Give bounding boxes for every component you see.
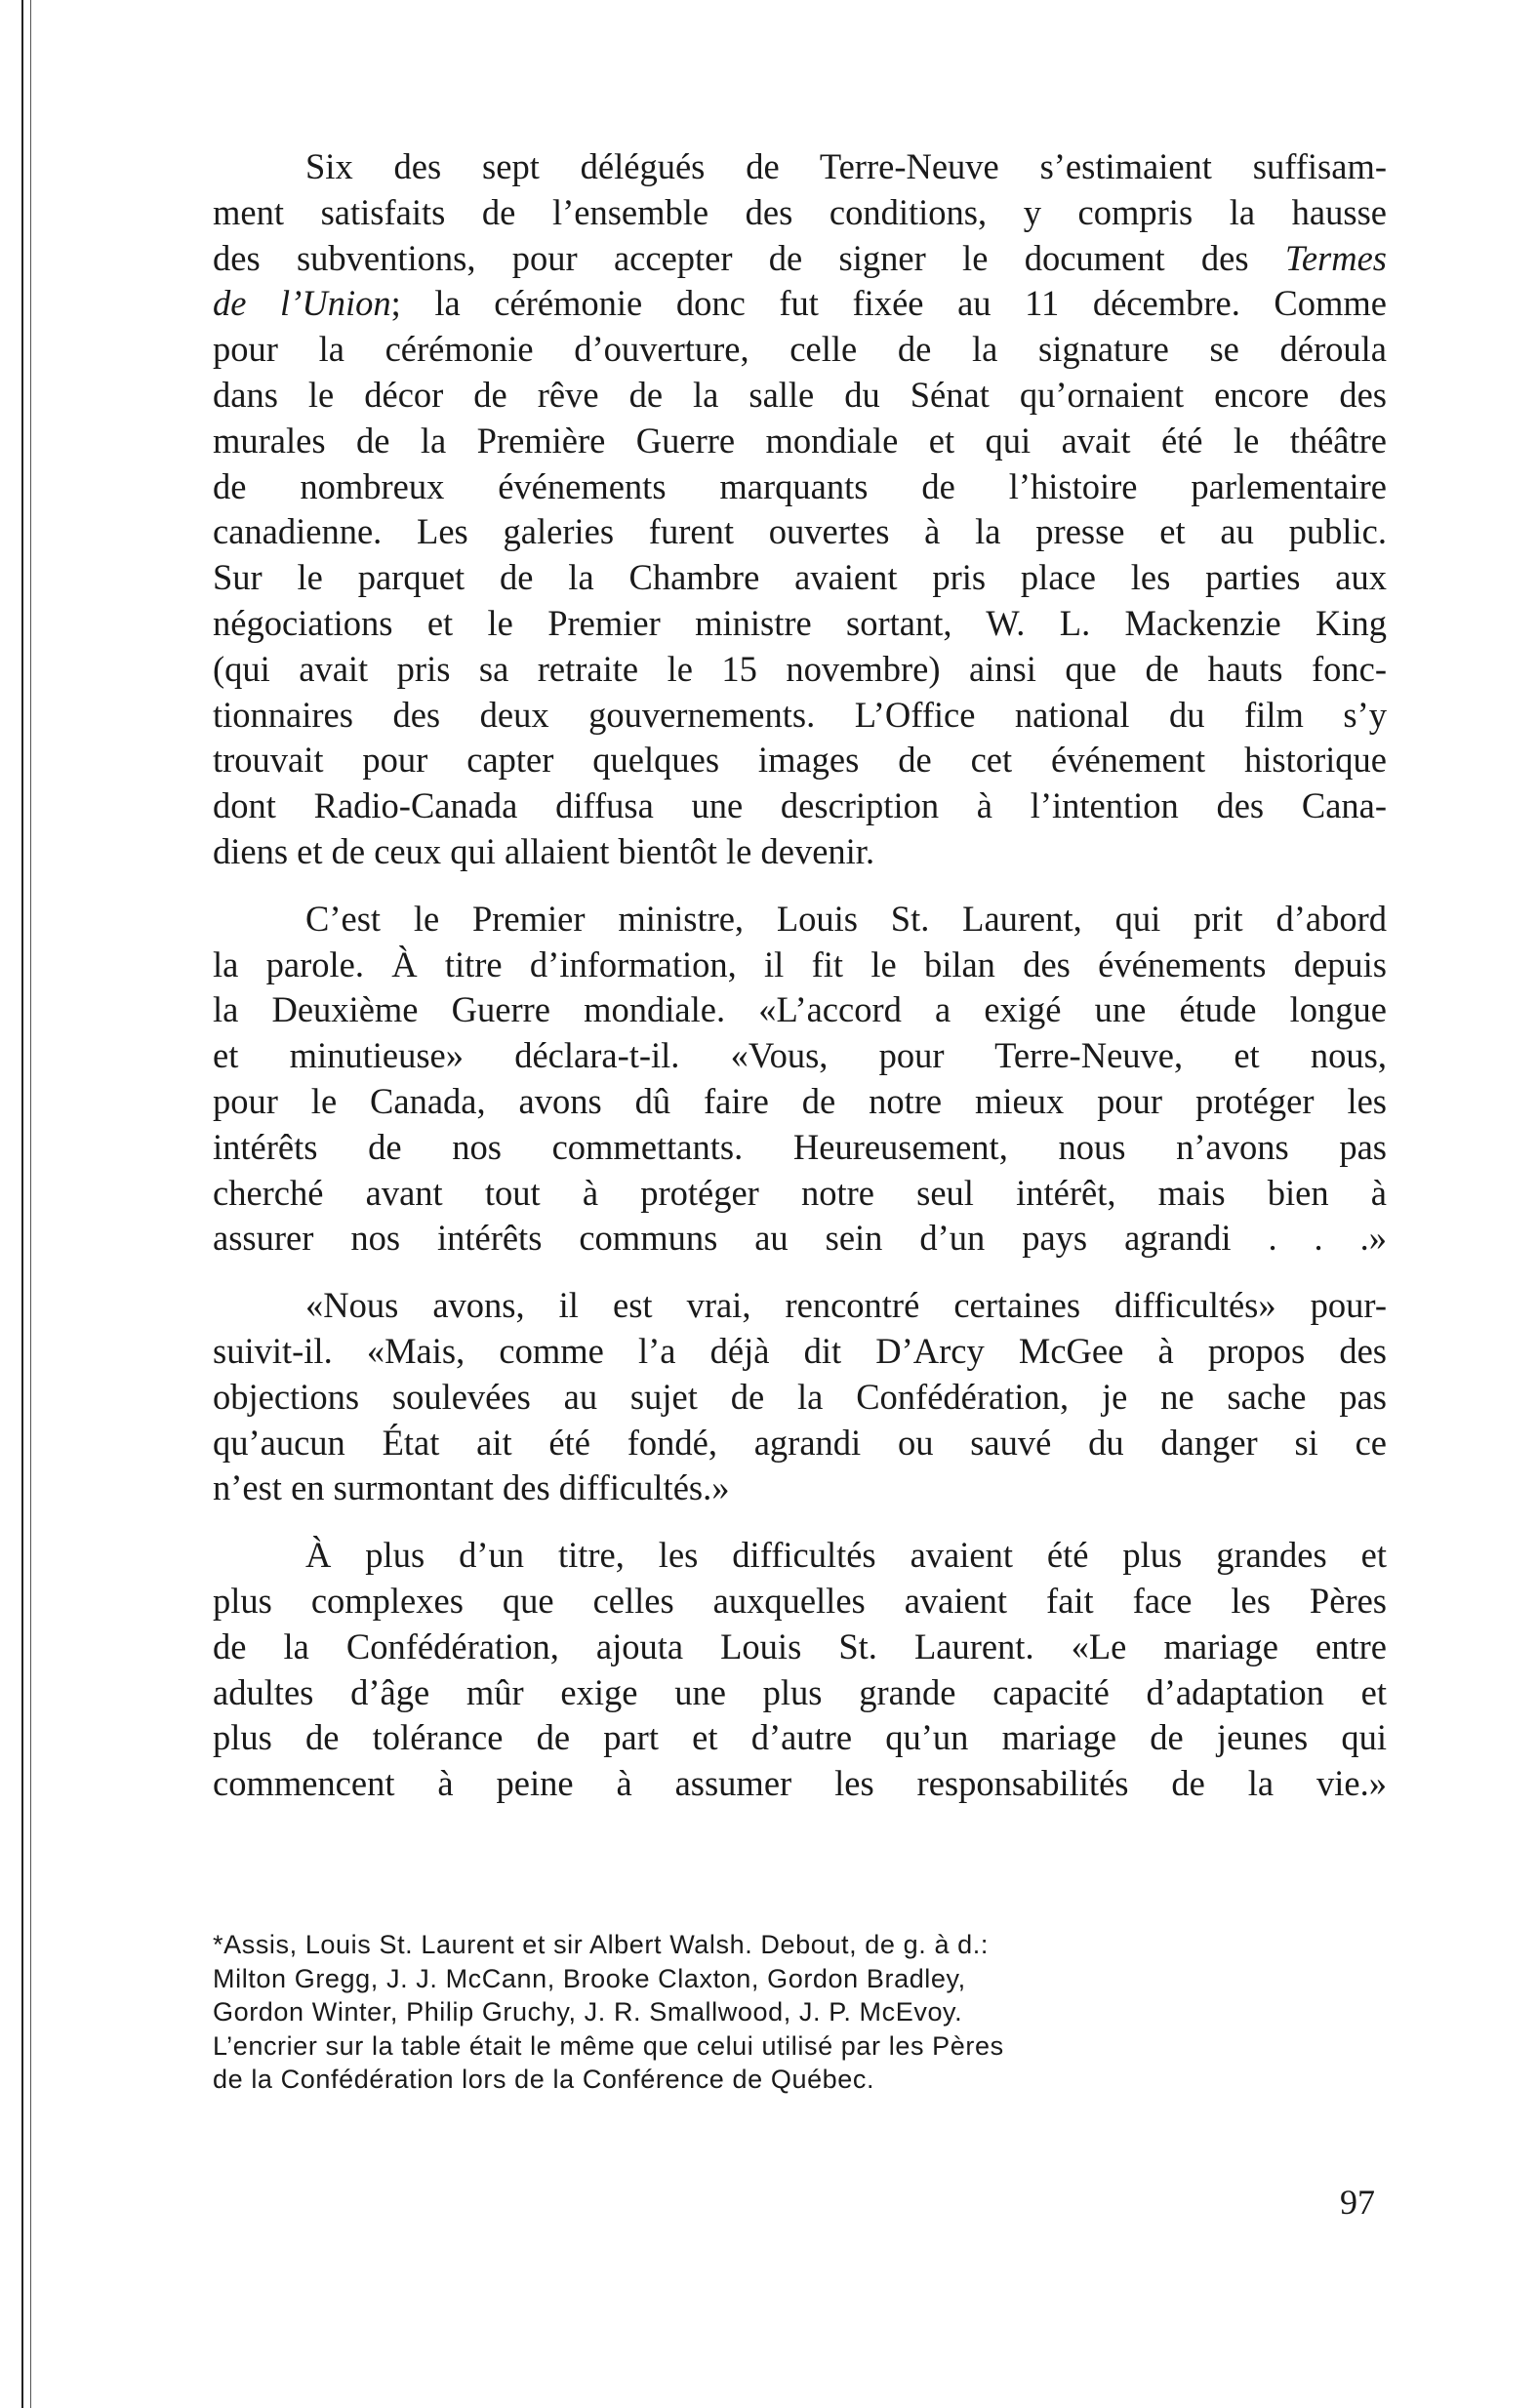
text-line: suivit-il. «Mais, comme l’a déjà dit D’Arcy McGee à propos des <box>213 1330 1387 1371</box>
text-line: de l’Union; la cérémonie donc fut fixée au 11 décembre. Comme <box>213 283 1387 324</box>
binding-edge-line <box>30 0 31 2408</box>
text-line: objections soulevées au sujet de la Confédération, je ne sache pas <box>213 1376 1387 1417</box>
text-line: plus complexes que celles auxquelles avaient fait face les Pères <box>213 1580 1387 1621</box>
caption-line: *Assis, Louis St. Laurent et sir Albert Walsh. Debout, de g. à d.: <box>213 1930 989 1959</box>
text-line: des subventions, pour accepter de signer le document des Termes <box>213 237 1387 278</box>
text-line: pour la cérémonie d’ouverture, celle de la signature se déroula <box>213 329 1387 370</box>
text-line: tionnaires des deux gouvernements. L’Office national du film s’y <box>213 694 1387 735</box>
paragraph-4 <box>213 1533 1387 1807</box>
text-line: diens et de ceux qui allaient bientôt le devenir. <box>213 830 875 871</box>
text-line: Sur le parquet de la Chambre avaient pris place les parties aux <box>213 557 1387 598</box>
caption-line: L’encrier sur la table était le même que celui utilisé par les Pères <box>213 2030 1004 2061</box>
text-line: qu’aucun État ait été fondé, agrandi ou sauvé du danger si ce <box>213 1422 1387 1463</box>
text-line: assurer nos intérêts communs au sein d’un pays agrandi . . .» <box>213 1218 1387 1259</box>
text-line: canadienne. Les galeries furent ouvertes à la presse et au public. <box>213 511 1387 552</box>
text-line: murales de la Première Guerre mondiale et qui avait été le théâtre <box>213 420 1387 461</box>
text-line: cherché avant tout à protéger notre seul intérêt, mais bien à <box>213 1172 1387 1213</box>
text-line: Six des sept délégués de Terre-Neuve s’estimaient suffisam- <box>305 146 1387 186</box>
text-line: (qui avait pris sa retraite le 15 novembre) ainsi que de hauts fonc- <box>213 648 1387 689</box>
body-text <box>213 144 1387 1828</box>
text-line: et minutieuse» déclara-t-il. «Vous, pour Terre-Neuve, et nous, <box>213 1035 1387 1076</box>
photo-caption <box>213 1928 1150 2097</box>
text-line: trouvait pour capter quelques images de cet événement historique <box>213 740 1387 781</box>
text-line: négociations et le Premier ministre sortant, W. L. Mackenzie King <box>213 602 1387 643</box>
text-line: dont Radio-Canada diffusa une description à l’intention des Cana- <box>213 785 1387 826</box>
text-line: commencent à peine à assumer les responsabilités de la vie.» <box>213 1763 1387 1804</box>
text-line: de la Confédération, ajouta Louis St. Laurent. «Le mariage entre <box>213 1625 1387 1666</box>
text-line: À plus d’un titre, les difficultés avaient été plus grandes et <box>305 1535 1387 1576</box>
text-line: la Deuxième Guerre mondiale. «L’accord a exigé une étude longue <box>213 989 1387 1030</box>
text-line: la parole. À titre d’information, il fit le bilan des événements depuis <box>213 943 1387 984</box>
caption-line: Gordon Winter, Philip Gruchy, J. R. Smallwood, J. P. McEvoy. <box>213 1997 963 2027</box>
text-line: adultes d’âge mûr exige une plus grande capacité d’adaptation et <box>213 1671 1387 1712</box>
text-line: plus de tolérance de part et d’autre qu’un mariage de jeunes qui <box>213 1717 1387 1758</box>
binding-edge-line <box>21 0 23 2408</box>
text-line: ment satisfaits de l’ensemble des conditions, y compris la hausse <box>213 191 1387 232</box>
text-line: dans le décor de rêve de la salle du Sénat qu’ornaient encore des <box>213 374 1387 415</box>
page-number: 97 <box>1340 2183 1375 2222</box>
text-line: «Nous avons, il est vrai, rencontré certaines difficultés» pour- <box>305 1285 1387 1326</box>
text-line: pour le Canada, avons dû faire de notre mieux pour protéger les <box>213 1080 1387 1121</box>
paragraph-1 <box>213 144 1387 875</box>
text-line: C’est le Premier ministre, Louis St. Laurent, qui prit d’abord <box>305 898 1387 939</box>
caption-line: de la Confédération lors de la Conférence de Québec. <box>213 2065 875 2094</box>
text-line: intérêts de nos commettants. Heureusement, nous n’avons pas <box>213 1126 1387 1167</box>
text-line: de nombreux événements marquants de l’histoire parlementaire <box>213 465 1387 506</box>
paragraph-3 <box>213 1283 1387 1511</box>
paragraph-2 <box>213 897 1387 1262</box>
caption-line: Milton Gregg, J. J. McCann, Brooke Claxton, Gordon Bradley, <box>213 1963 966 1993</box>
text-line: n’est en surmontant des difficultés.» <box>213 1467 730 1508</box>
